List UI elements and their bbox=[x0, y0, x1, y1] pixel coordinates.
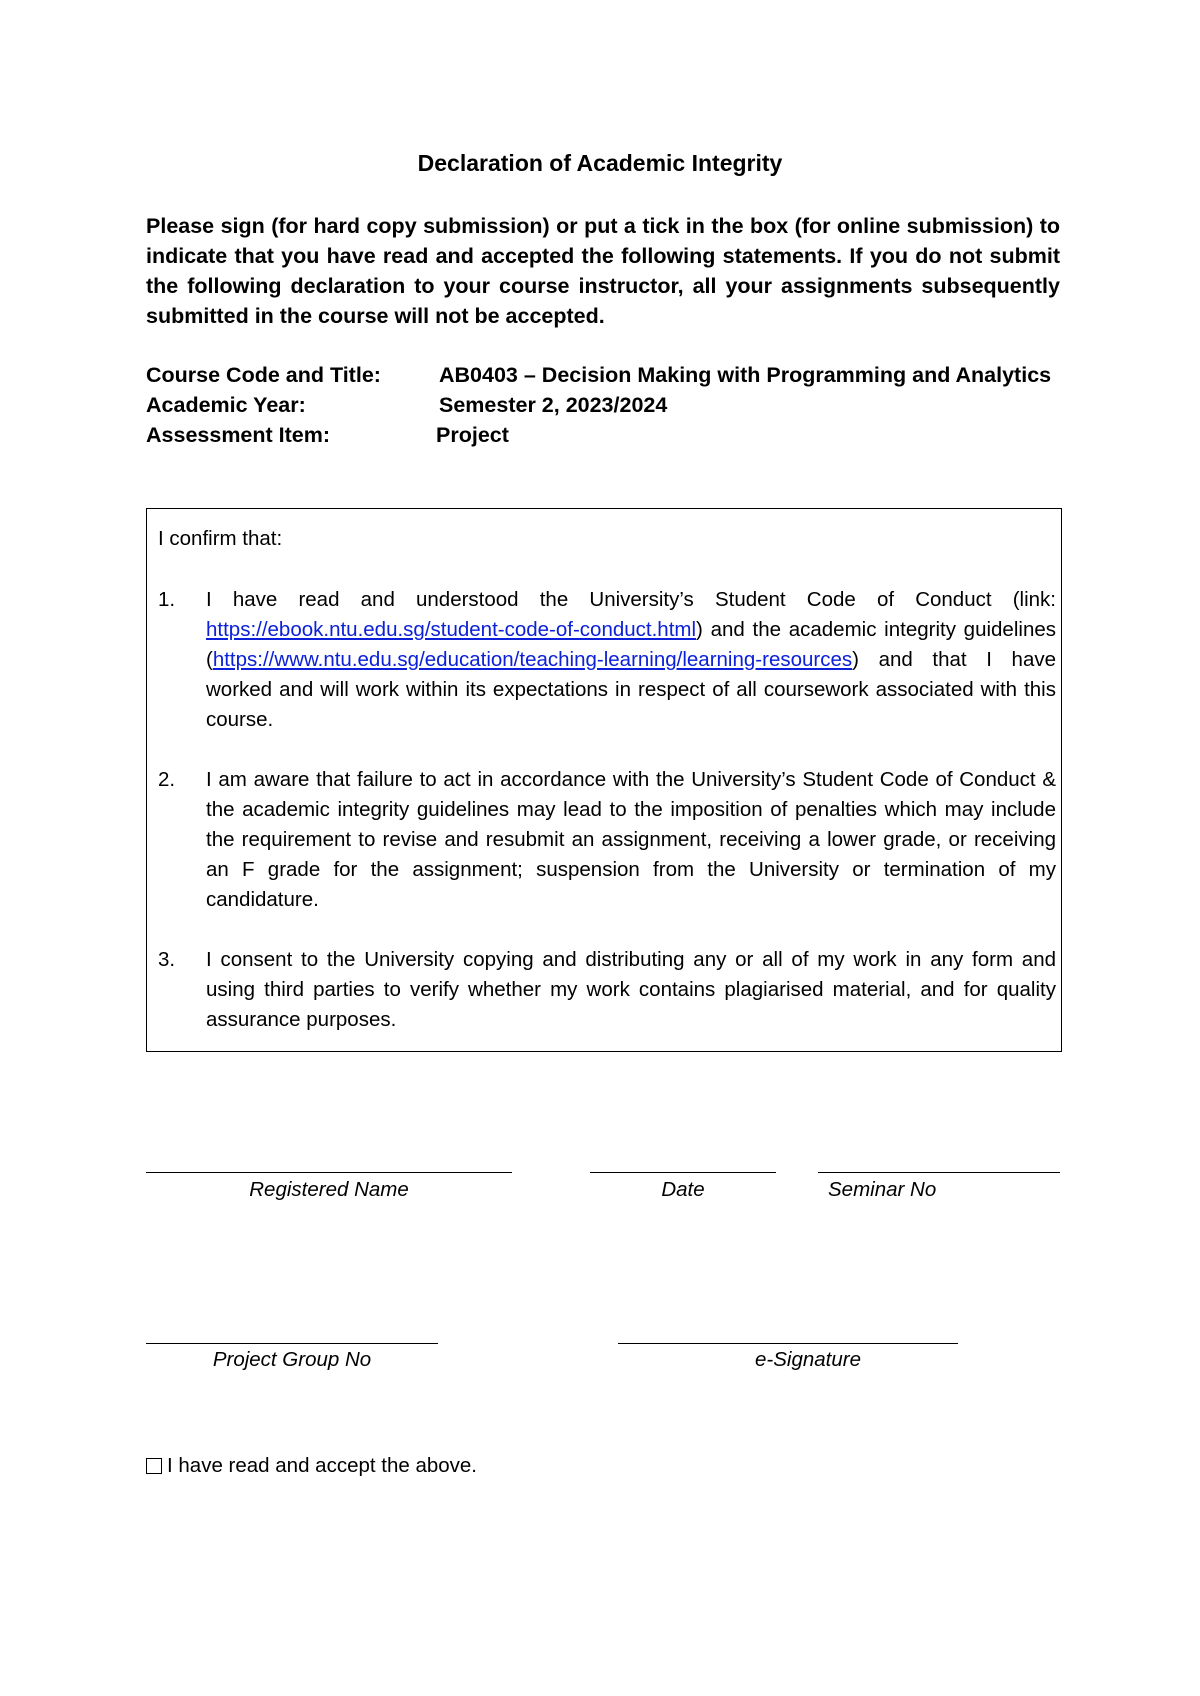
acceptance-checkbox[interactable] bbox=[146, 1458, 162, 1474]
item-number: 1. bbox=[158, 588, 176, 611]
course-code-value: AB0403 – Decision Making with Programming and Analytics bbox=[439, 363, 1052, 387]
assessment-item-value: Project bbox=[436, 423, 509, 447]
confirmation-item bbox=[158, 585, 1056, 735]
item-text-part: ) and the academic integrity guidelines ( bbox=[206, 618, 1056, 671]
seminar-no-line[interactable] bbox=[818, 1172, 1060, 1173]
confirmation-intro: I confirm that: bbox=[158, 527, 283, 550]
date-label: Date bbox=[661, 1178, 705, 1201]
academic-year-value: Semester 2, 2023/2024 bbox=[439, 393, 668, 417]
instructions-paragraph: Please sign (for hard copy submission) or put a tick in the box (for online submission) to indicate that you have read and accepted the following statements. If you do not submit the following declaration to your course instructor, all your assignments subsequently submitted in the course will not be accepted. bbox=[146, 214, 1060, 328]
project-group-label: Project Group No bbox=[212, 1348, 372, 1371]
item-number: 3. bbox=[158, 948, 176, 971]
date-line[interactable] bbox=[590, 1172, 776, 1173]
assessment-item-label: Assessment Item: bbox=[146, 423, 331, 447]
item-text-part: I have read and understood the University’s Student Code of Conduct (link: bbox=[206, 588, 1056, 611]
learning-resources-link[interactable]: https://www.ntu.edu.sg/education/teaching-learning/learning-resources bbox=[212, 648, 853, 671]
confirmation-list bbox=[158, 585, 1056, 1065]
seminar-no-label: Seminar No bbox=[828, 1178, 937, 1201]
project-group-line[interactable] bbox=[146, 1343, 438, 1344]
academic-year-label: Academic Year: bbox=[146, 393, 306, 417]
confirmation-item bbox=[158, 945, 1056, 1035]
item-number: 2. bbox=[158, 768, 176, 791]
e-signature-label: e-Signature bbox=[755, 1348, 861, 1371]
item-text: I am aware that failure to act in accordance with the University’s Student Code of Conduct & the academic integrity guidelines may lead to the imposition of penalties which may include the requirement to revise and resubmit an assignment, receiving a lower grade, or receiving an F grade for the assignment; suspension from the University or termination of my candidature. bbox=[206, 768, 1056, 911]
confirmation-item bbox=[158, 765, 1056, 915]
registered-name-line[interactable] bbox=[146, 1172, 512, 1173]
e-signature-line[interactable] bbox=[618, 1343, 958, 1344]
item-text-part: ) and that I have worked and will work within its expectations in respect of all coursework associated with this course. bbox=[206, 648, 1056, 731]
registered-name-label: Registered Name bbox=[249, 1178, 409, 1201]
item-text: I consent to the University copying and distributing any or all of my work in any form and using third parties to verify whether my work contains plagiarised material, and for quality assurance purposes. bbox=[206, 948, 1056, 1031]
document-title: Declaration of Academic Integrity bbox=[417, 150, 783, 176]
acceptance-label: I have read and accept the above. bbox=[167, 1454, 478, 1477]
code-of-conduct-link[interactable]: https://ebook.ntu.edu.sg/student-code-of-conduct.html bbox=[206, 618, 697, 641]
acceptance-row[interactable] bbox=[146, 1454, 477, 1478]
confirmation-box bbox=[146, 508, 1062, 1052]
course-code-label: Course Code and Title: bbox=[146, 363, 381, 387]
